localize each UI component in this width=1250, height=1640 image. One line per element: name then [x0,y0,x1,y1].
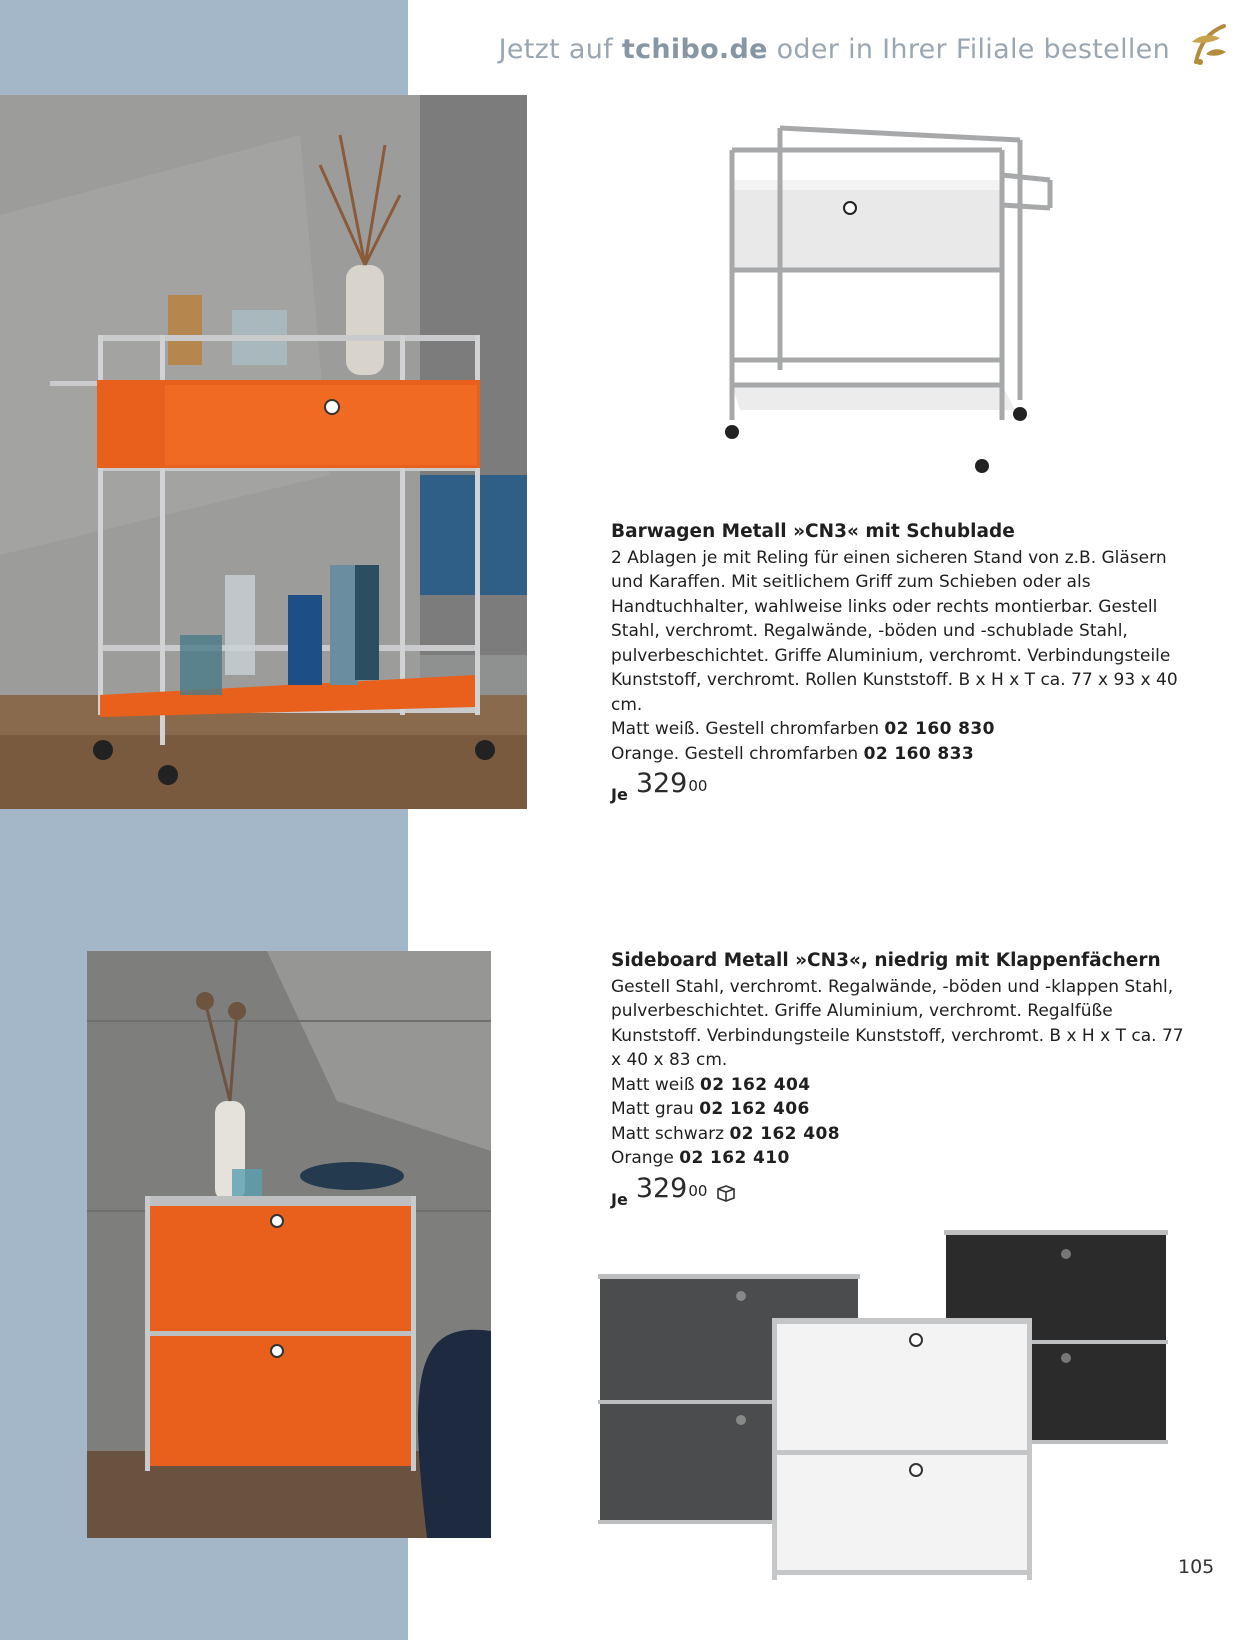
header-suffix: oder in Ihrer Filiale bestellen [767,34,1170,65]
price-amount: 329 [635,768,688,799]
page-number: 105 [1178,1556,1215,1578]
price-prefix: Je [611,785,628,804]
product-barwagen [611,520,1191,808]
product-sideboard [611,949,1191,1212]
sideboard-variants-product-image [596,1228,1176,1588]
header-site-link[interactable]: tchibo.de [621,34,768,65]
price [611,768,1191,808]
tchibo-bean-logo [1186,22,1232,68]
barwagen-room-photo [0,95,527,809]
price-prefix: Je [611,1189,628,1209]
package-box-icon [715,1184,737,1202]
product-title: Sideboard Metall »CN3«, niedrig mit Klappenfächern [611,950,1161,971]
variant-label: Orange [611,1148,674,1168]
variant-label: Matt weiß [611,1074,695,1095]
article-number: 02 162 404 [700,1074,811,1095]
article-number: 02 160 830 [884,719,995,739]
variant-row [611,742,1191,767]
page-header [480,34,1170,65]
header-prefix: Jetzt auf [498,34,622,65]
article-number: 02 162 410 [679,1148,790,1168]
price-amount: 329 [635,1172,688,1204]
sideboard-room-photo [87,951,491,1538]
article-number: 02 162 406 [699,1099,810,1119]
article-number: 02 160 833 [863,743,975,764]
variant-label: Matt schwarz [611,1123,725,1144]
price [611,1172,1191,1213]
variant-row [611,1146,1191,1171]
variant-label: Orange. Gestell chromfarben [611,743,859,764]
variant-row [611,1073,1191,1098]
variant-row [611,717,1191,742]
article-number: 02 162 408 [729,1123,840,1144]
price-cents: 00 [688,777,708,795]
price-cents: 00 [688,1181,708,1200]
product-title: Barwagen Metall »CN3« mit Schublade [611,521,1015,542]
variant-row [611,1097,1191,1122]
barwagen-white-product-image [720,120,1060,485]
variant-row [611,1122,1191,1147]
variant-label: Matt weiß. Gestell chromfarben [611,719,879,739]
product-description: 2 Ablagen je mit Reling für einen sicheren Stand von z.B. Gläsern und Karaffen. Mit seitlichem Griff zum Schieben oder als Handtuchhalter, wahlweise links oder rechts montierbar. Gestell Stahl, verchromt. Regalwände, -böden und -schublade Stahl, pulverbeschichtet. Griffe Aluminium, verchromt. Verbindungsteile Kunststoff, verchromt. Rollen Kunststoff. B x H x T ca. 77 x 93 x 40 cm. [611,547,1178,715]
product-description: Gestell Stahl, verchromt. Regalwände, -böden und -klappen Stahl, pulverbeschichtet. Griffe Aluminium, verchromt. Regalfüße Kunststoff. Verbindungsteile Kunststoff, verchromt. B x H x T ca. 77 x 40 x 83 cm. [611,976,1184,1070]
variant-label: Matt grau [611,1099,694,1119]
